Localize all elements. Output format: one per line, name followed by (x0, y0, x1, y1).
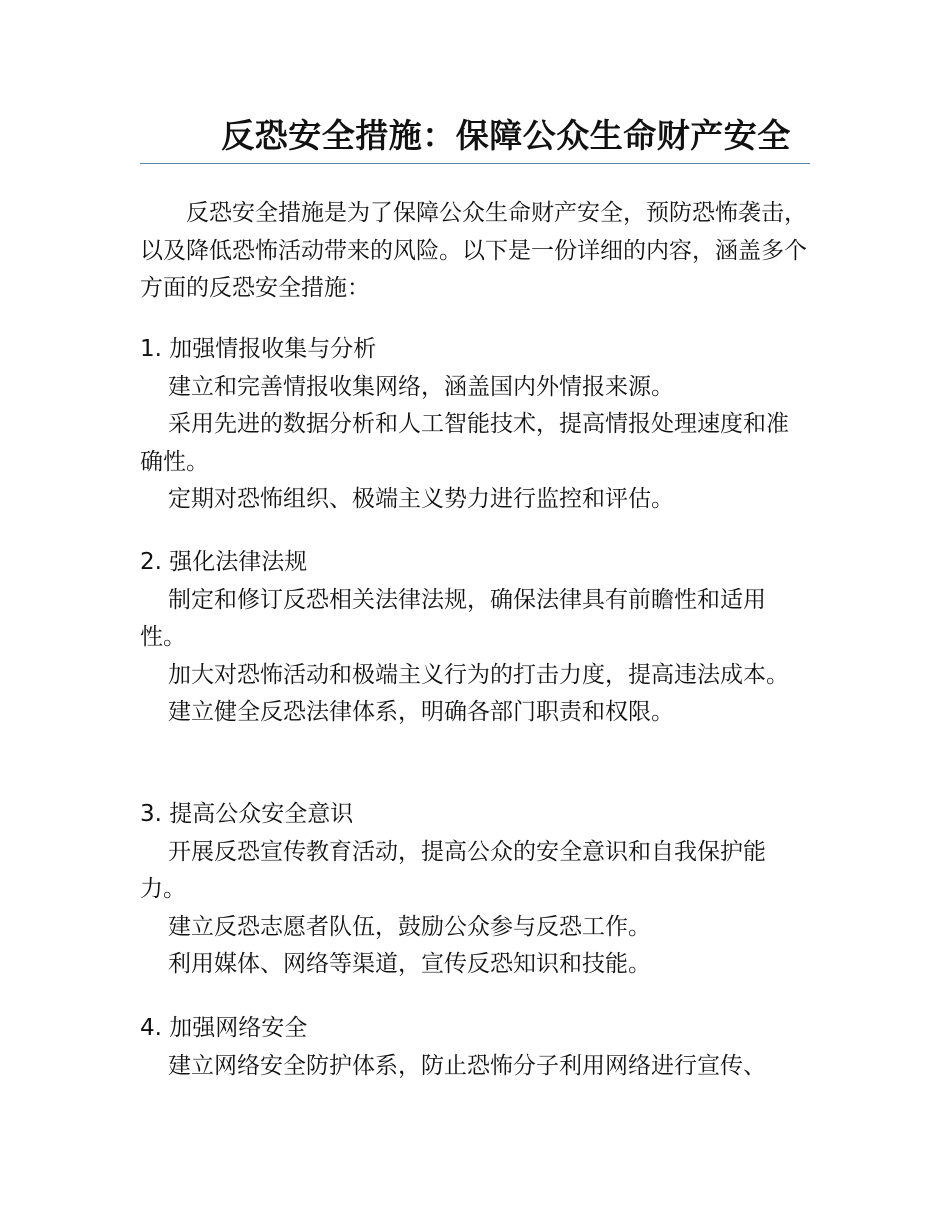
section-cybersecurity (140, 1010, 810, 1085)
document-page (140, 0, 810, 1230)
section-heading: 3. 提高公众安全意识 (140, 801, 354, 827)
section-item: 建立和完善情报收集网络，涵盖国内外情报来源。 (168, 373, 674, 400)
section-item: 开展反恐宣传教育活动，提高公众的安全意识和自我保护能力。 (140, 838, 766, 902)
section-public-awareness (140, 796, 810, 984)
section-heading: 4. 加强网络安全 (140, 1015, 308, 1041)
intro-paragraph: 反恐安全措施是为了保障公众生命财产安全，预防恐怖袭击，以及降低恐怖活动带来的风险。以下是一份详细的内容，涵盖多个方面的反恐安全措施： (140, 200, 807, 301)
section-item: 利用媒体、网络等渠道，宣传反恐知识和技能。 (168, 951, 651, 977)
section-heading: 1. 加强情报收集与分析 (140, 336, 377, 362)
section-item: 加大对恐怖活动和极端主义行为的打击力度，提高违法成本。 (168, 661, 789, 688)
section-item: 建立健全反恐法律体系，明确各部门职责和权限。 (168, 699, 674, 725)
section-item: 制定和修订反恐相关法律法规，确保法律具有前瞻性和适用性。 (140, 586, 766, 650)
title-divider (140, 163, 810, 164)
section-item: 采用先进的数据分析和人工智能技术，提高情报处理速度和准确性。 (140, 411, 789, 475)
section-laws (140, 544, 810, 732)
document-title: 反恐安全措施：保障公众生命财产安全 (221, 116, 791, 155)
section-intelligence (140, 331, 810, 519)
section-item: 建立网络安全防护体系，防止恐怖分子利用网络进行宣传、 (168, 1052, 766, 1079)
section-heading: 2. 强化法律法规 (140, 549, 308, 575)
section-item: 定期对恐怖组织、极端主义势力进行监控和评估。 (168, 486, 674, 512)
section-item: 建立反恐志愿者队伍，鼓励公众参与反恐工作。 (168, 913, 651, 940)
